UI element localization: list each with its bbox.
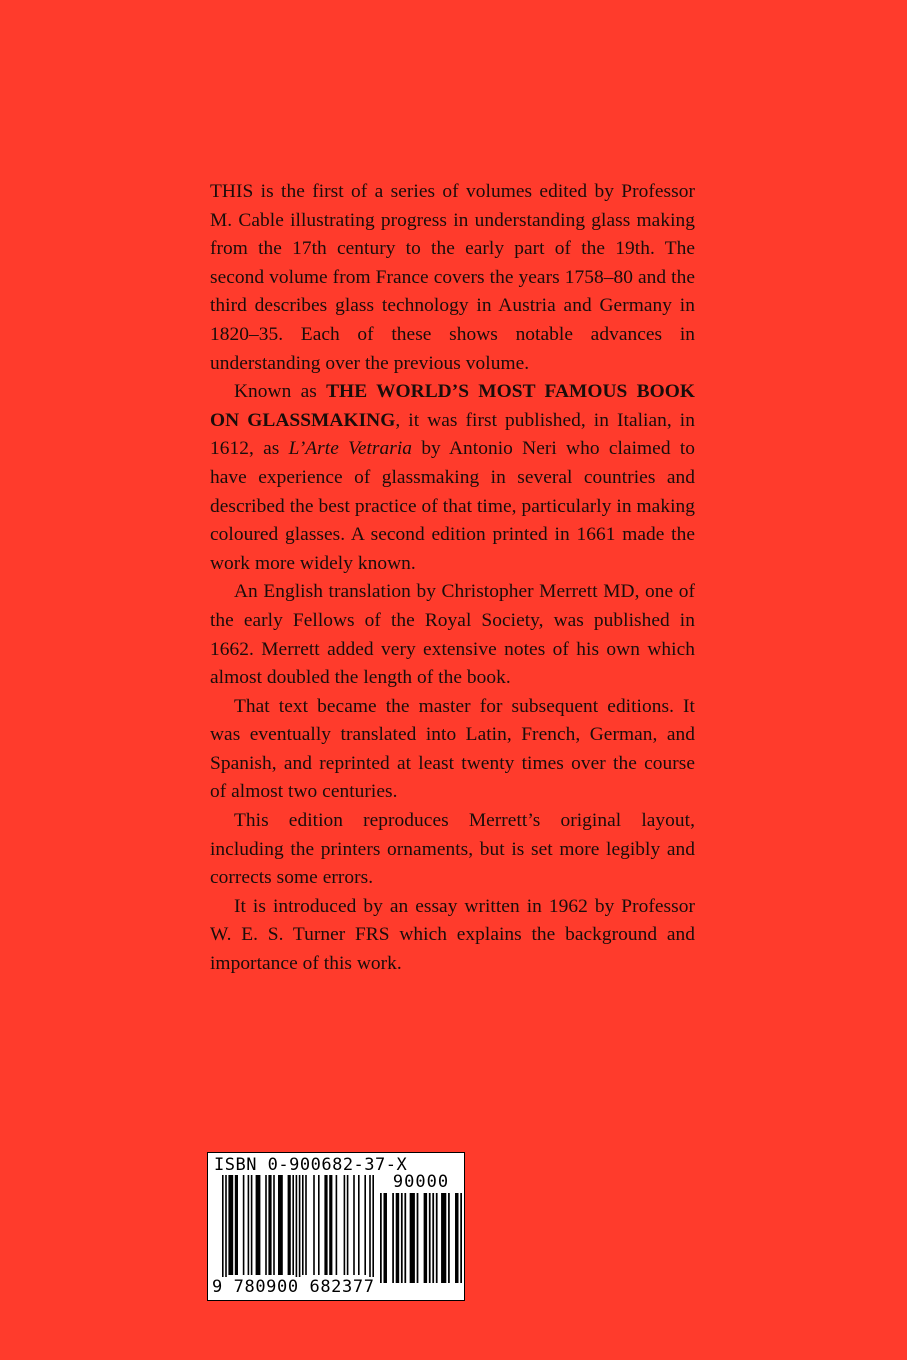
- blurb-p2-middle: , it was first published, in Italian, in 1612, as: [210, 409, 695, 460]
- blurb-paragraph-2: [210, 378, 695, 578]
- isbn-label: ISBN 0-900682-37-X: [214, 1155, 408, 1175]
- price-code: 90000: [392, 1172, 450, 1192]
- addon-bar: [455, 1193, 458, 1283]
- ean-bar: [278, 1175, 283, 1275]
- addon-bar: [401, 1193, 403, 1283]
- ean-bar: [344, 1175, 346, 1275]
- ean-bar: [353, 1175, 355, 1275]
- addon-bar: [441, 1193, 446, 1283]
- isbn-barcode: [207, 1152, 465, 1301]
- ean-bar: [222, 1175, 224, 1283]
- ean-bar: [358, 1175, 360, 1275]
- ean-bar: [318, 1175, 320, 1275]
- ean-bar: [336, 1175, 338, 1275]
- blurb-paragraph-6: It is introduced by an essay written in 1962 by Professor W. E. S. Turner FRS which explains the background and importance of this work.: [210, 895, 695, 975]
- ean-bar: [299, 1175, 301, 1283]
- ean-bar: [273, 1175, 275, 1275]
- addon-bar: [392, 1193, 394, 1283]
- addon-bar: [417, 1193, 419, 1283]
- ean-bar: [251, 1175, 253, 1275]
- ean-bar: [225, 1175, 227, 1283]
- addon-bar: [380, 1193, 382, 1283]
- addon-bar: [396, 1193, 399, 1283]
- blurb-paragraph-3: An English translation by Christopher Merrett MD, one of the early Fellows of the Royal Society, was published in 1662. Merrett added very extensive notes of his own which almost doubled the length of the book.: [210, 581, 695, 689]
- back-cover-blurb: [210, 178, 695, 979]
- addon-bar: [383, 1193, 386, 1283]
- blurb-paragraph-1: THIS is the first of a series of volumes edited by Professor M. Cable illustrating progress in understanding glass making from the 17th century to the early part of the 19th. The second volume from France covers the years 1758–80 and the third describes glass technology in Austria and Germany in 1820–35. Each of these shows notable advances in understanding over the previous volume.: [210, 181, 695, 374]
- ean-bar: [372, 1175, 374, 1283]
- ean-bar: [288, 1175, 291, 1275]
- addon-bar: [424, 1193, 427, 1283]
- addon-bar: [460, 1193, 462, 1283]
- addon-barcode-bars: [380, 1193, 462, 1283]
- ean-bar: [364, 1175, 366, 1275]
- ean-bar: [369, 1175, 371, 1283]
- ean-bar: [248, 1175, 250, 1275]
- ean-bar: [324, 1175, 327, 1275]
- ean-bar: [292, 1175, 294, 1275]
- addon-bar: [404, 1193, 406, 1283]
- blurb-p2-tail: by Antonio Neri who claimed to have experience of glassmaking in several countries and described the best practice of that time, particularly in making coloured glasses. A second edition printed in 1661 made the work more widely known.: [210, 438, 695, 574]
- ean-bar: [268, 1175, 271, 1275]
- addon-bar: [432, 1193, 434, 1283]
- ean-barcode-bars: [222, 1175, 374, 1283]
- ean-bar: [347, 1175, 349, 1275]
- ean-bar: [302, 1175, 304, 1275]
- ean-bar: [296, 1175, 298, 1283]
- addon-bar: [429, 1193, 431, 1283]
- ean-bar: [313, 1175, 315, 1275]
- ean-bar: [265, 1175, 267, 1275]
- ean-bar: [235, 1175, 238, 1275]
- blurb-p2-lead: Known as: [234, 381, 327, 403]
- addon-bar: [436, 1193, 438, 1283]
- blurb-book-title: L’Arte Vetraria: [288, 438, 413, 460]
- ean-bar: [243, 1175, 245, 1275]
- ean-bar: [329, 1175, 332, 1275]
- ean-bar: [256, 1175, 261, 1275]
- ean-bar: [228, 1175, 233, 1275]
- ean-bar: [305, 1175, 307, 1275]
- addon-bar: [410, 1193, 415, 1283]
- addon-bar: [448, 1193, 450, 1283]
- blurb-paragraph-5: This edition reproduces Merrett’s original layout, including the printers ornaments, but is set more legibly and corrects some errors.: [210, 810, 695, 889]
- blurb-famous-book-heading: THE WORLD’S MOST FAMOUS BOOK ON GLASSMAKING: [210, 381, 695, 431]
- ean-digits: 9 780900 682377: [212, 1277, 375, 1297]
- blurb-paragraph-4: That text became the master for subsequent editions. It was eventually translated into Latin, French, German, and Spanish, and reprinted at least twenty times over the course of almost two centuries.: [210, 695, 695, 803]
